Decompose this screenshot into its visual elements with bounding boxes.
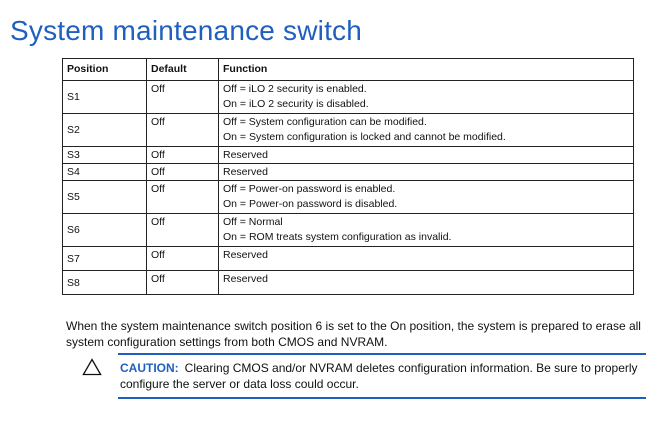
cell-function xyxy=(219,164,634,181)
table-row xyxy=(63,271,634,295)
cell-position: S8 xyxy=(63,271,147,295)
table-row xyxy=(63,214,634,247)
cell-default: Off xyxy=(147,164,219,181)
table-row xyxy=(63,164,634,181)
column-header-function: Function xyxy=(219,59,634,81)
table-body xyxy=(63,81,634,295)
function-line: Off = iLO 2 security is enabled. xyxy=(223,83,367,95)
cell-position: S1 xyxy=(63,81,147,114)
cell-default: Off xyxy=(147,214,219,247)
cell-position: S7 xyxy=(63,247,147,271)
cell-default: Off xyxy=(147,114,219,147)
cell-function xyxy=(219,214,634,247)
function-line: On = System configuration is locked and cannot be modified. xyxy=(223,131,506,143)
maintenance-note: When the system maintenance switch position 6 is set to the On position, the system is prepared to erase all system configuration settings from both CMOS and NVRAM. xyxy=(66,319,641,349)
function-line: Reserved xyxy=(223,149,268,161)
function-line: Reserved xyxy=(223,166,268,178)
caution-label: CAUTION: xyxy=(120,361,179,375)
function-line: On = ROM treats system configuration as invalid. xyxy=(223,231,452,243)
function-line: On = Power-on password is disabled. xyxy=(223,198,398,210)
table-header-row xyxy=(63,59,634,81)
table-row xyxy=(63,247,634,271)
table-row xyxy=(63,181,634,214)
cell-position: S5 xyxy=(63,181,147,214)
cell-function xyxy=(219,81,634,114)
function-line: Reserved xyxy=(223,249,268,261)
table-row xyxy=(63,114,634,147)
function-line: On = iLO 2 security is disabled. xyxy=(223,98,369,110)
cell-default: Off xyxy=(147,247,219,271)
cell-function xyxy=(219,114,634,147)
cell-default: Off xyxy=(147,147,219,164)
cell-function xyxy=(219,181,634,214)
cell-function xyxy=(219,247,634,271)
cell-position: S2 xyxy=(63,114,147,147)
cell-position: S6 xyxy=(63,214,147,247)
page-title: System maintenance switch xyxy=(10,15,363,46)
cell-position: S3 xyxy=(63,147,147,164)
column-header-default: Default xyxy=(147,59,219,81)
function-line: Off = Normal xyxy=(223,216,283,228)
caution-text: Clearing CMOS and/or NVRAM deletes configuration information. Be sure to properly configure the server or data loss could occur. xyxy=(120,361,638,391)
table-row xyxy=(63,81,634,114)
cell-function xyxy=(219,147,634,164)
cell-default: Off xyxy=(147,271,219,295)
switch-table xyxy=(62,58,634,295)
cell-default: Off xyxy=(147,181,219,214)
warning-triangle-icon xyxy=(82,358,102,376)
table-row xyxy=(63,147,634,164)
function-line: Reserved xyxy=(223,273,268,285)
function-line: Off = Power-on password is enabled. xyxy=(223,183,396,195)
column-header-position: Position xyxy=(63,59,147,81)
cell-function xyxy=(219,271,634,295)
function-line: Off = System configuration can be modified. xyxy=(223,116,427,128)
cell-default: Off xyxy=(147,81,219,114)
caution-box xyxy=(118,353,646,399)
cell-position: S4 xyxy=(63,164,147,181)
